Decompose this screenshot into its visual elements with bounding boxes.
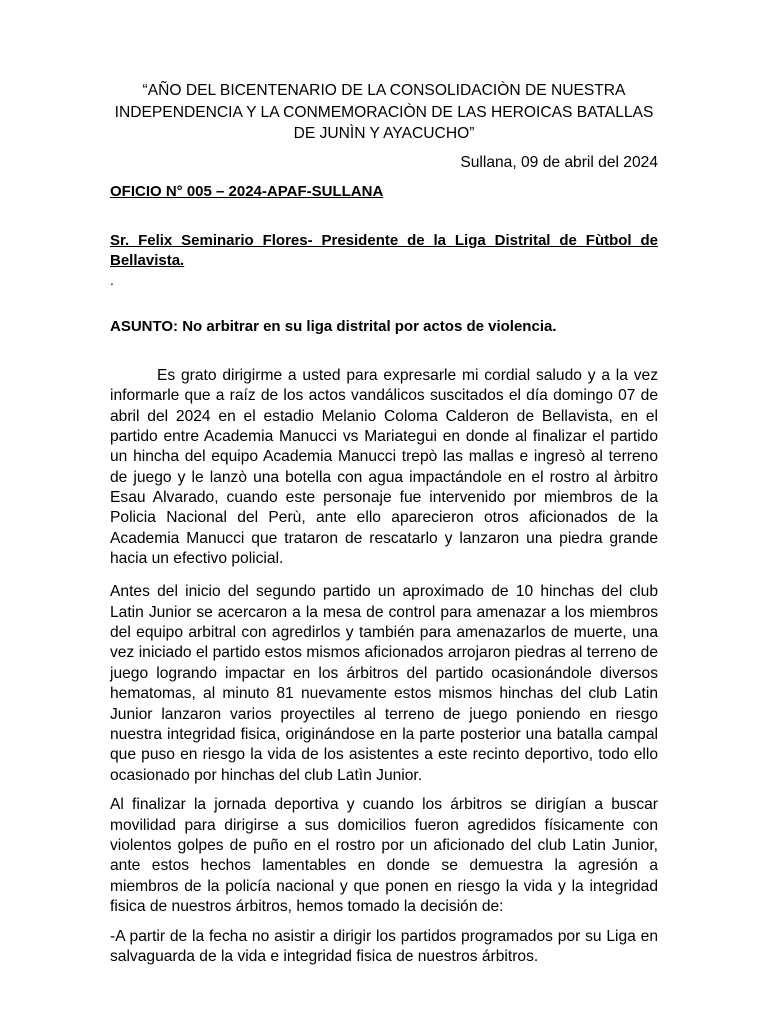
letter-body — [110, 366, 658, 977]
oficio-number: OFICIO N° 005 – 2024-APAF-SULLANA — [110, 183, 384, 200]
separator-dot: . — [110, 272, 114, 288]
body-paragraph-3: Al finalizar la jornada deportiva y cuando los árbitros se dirigían a buscar movilidad para dirigirse a sus domicilios fueron agredidos físicamente con violentos golpes de puño en el rostro por un aficionado del club Latin Junior, ante estos hechos lamentables en donde se demuestra la agresión a miembros de la policía nacional y que ponen en riesgo la vida y la integridad fisica de nuestros árbitros, hemos tomado la decisión de: — [110, 796, 658, 916]
subject-line: ASUNTO: No arbitrar en su liga distrital por actos de violencia. — [110, 318, 557, 335]
recipient-line: Sr. Felix Seminario Flores- Presidente de la Liga Distrital de Fùtbol de Bellavista. — [110, 232, 658, 269]
header-line-3: DE JUNÌN Y AYACUCHO” — [293, 125, 475, 142]
body-paragraph-1: Es grato dirigirme a usted para expresarle mi cordial saludo y a la vez informarle que a raíz de los actos vandálicos suscitados el día domingo 07 de abril del 2024 en el estadio Melanio Coloma Calderon de Bellavista, en el partido entre Academia Manucci vs Mariategui en donde al finalizar el partido un hincha del equipo Academia Manucci trepò las mallas e ingresò al terreno de juego y le lanzò una botella con agua impactándole en el rostro al àrbitro Esau Alvarado, cuando este personaje fue intervenido por miembros de la Policia Nacional del Perù, ante ello aparecieron otros aficionados de la Academia Manucci que trataron de rescatarlo y lanzaron una piedra grande hacia un efectivo policial. — [110, 367, 658, 568]
header-line-2: INDEPENDENCIA Y LA CONMEMORACIÒN DE LAS HEROICAS BATALLAS — [114, 103, 654, 121]
commemorative-header — [100, 80, 668, 145]
body-paragraph-2: Antes del inicio del segundo partido un aproximado de 10 hinchas del club Latin Junior se acercaron a la mesa de control para amenazar a los miembros del equipo arbitral con agredirlos y también para amenazarlos de muerte, una vez iniciado el partido estos mismos aficionados arrojaron piedras al terreno de juego logrando impactar en los árbitros del partido ocasionándole diversos hematomas, al minuto 81 nuevamente estos mismos hinchas del club Latin Junior lanzaron varios proyectiles al terreno de juego poniendo en riesgo nuestra integridad fisica, originándose en la parte posterior una batalla campal que puso en riesgo la vida de los asistentes a este recinto deportivo, todo ello ocasionado por hinchas del club Latìn Junior. — [110, 583, 658, 784]
header-line-1: “AÑO DEL BICENTENARIO DE LA CONSOLIDACIÒN DE NUESTRA — [142, 82, 626, 99]
letter-date: Sullana, 09 de abril del 2024 — [460, 154, 658, 171]
body-paragraph-4: -A partir de la fecha no asistir a dirigir los partidos programados por su Liga en salvaguarda de la vida e integridad fisica de nuestros árbitros. — [110, 927, 658, 966]
